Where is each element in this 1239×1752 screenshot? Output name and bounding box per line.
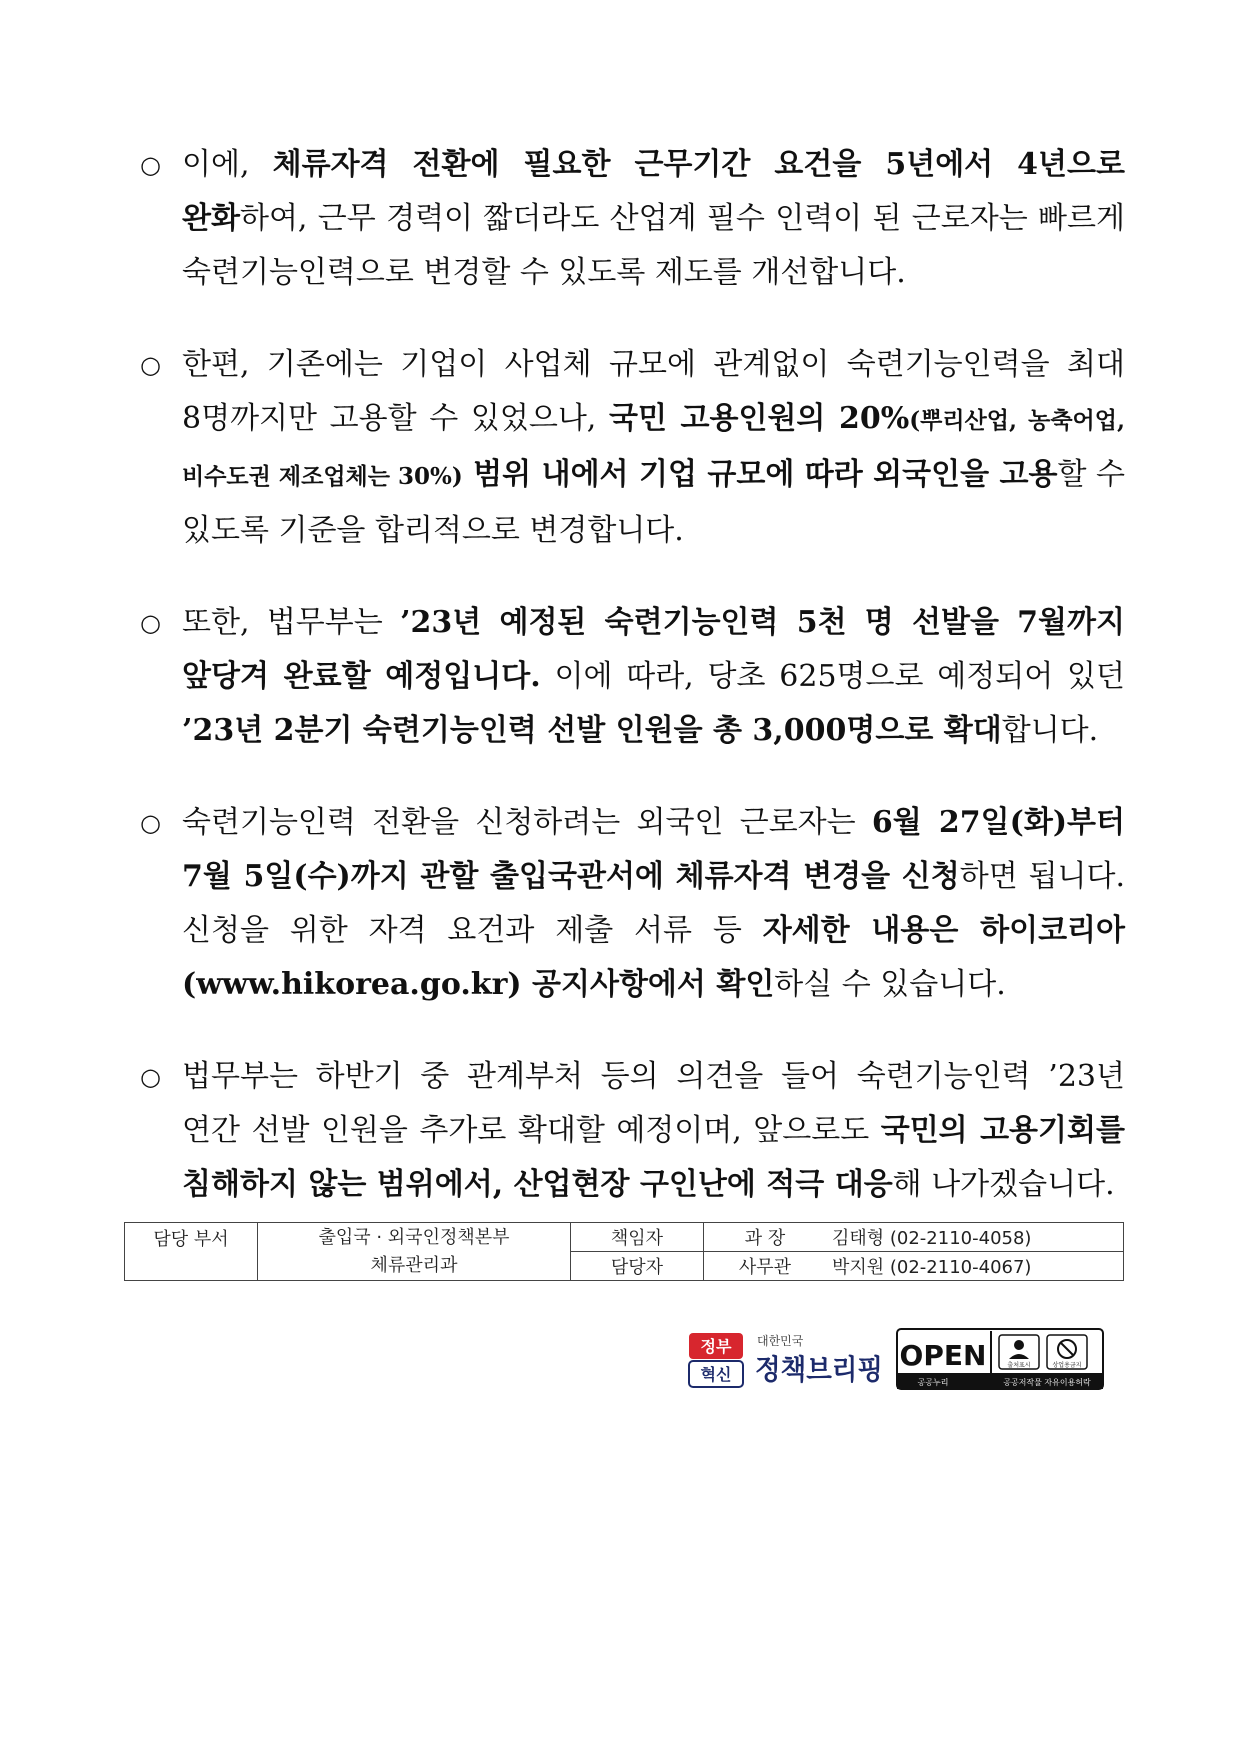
position: 사무관: [704, 1252, 827, 1281]
svg-text:정책브리핑: 정책브리핑: [755, 1353, 883, 1386]
svg-text:혁신: 혁신: [700, 1365, 732, 1384]
body-text: 이에 따라, 당초 625명으로 예정되어 있던: [540, 659, 1125, 694]
bullet-marker: ○: [140, 609, 161, 637]
open-license-badge: [897, 1329, 1103, 1389]
body-text: 또한, 법무부는: [182, 605, 401, 640]
paragraph-5: [140, 1050, 1125, 1212]
body-text: 하면 됩니다. 신청을 위한 자격 요건과 제출 서류 등: [182, 859, 1125, 948]
body-text: 하실 수 있습니다.: [774, 967, 1006, 1002]
person-contact: 박지원 (02-2110-4067): [826, 1252, 1124, 1281]
bullet-marker: ○: [140, 1063, 161, 1091]
department: [258, 1223, 571, 1281]
body-text: 해 나가겠습니다.: [892, 1167, 1115, 1202]
bullet-marker: ○: [140, 351, 161, 379]
emphasis-text: 체류자격 전환에 필요한 근무기간 요건을 5년에서 4년으로 완화: [182, 147, 1125, 236]
svg-text:공공저작물 자유이용허락: 공공저작물 자유이용허락: [1003, 1378, 1091, 1387]
emphasis-text: 국민의 고용기회를 침해하지 않는 범위에서, 산업현장 구인난에 적극 대응: [182, 1113, 1125, 1202]
svg-text:OPEN: OPEN: [899, 1339, 987, 1372]
person-contact: 김태형 (02-2110-4058): [826, 1223, 1124, 1252]
svg-text:공공누리: 공공누리: [917, 1378, 949, 1387]
svg-text:출처표시: 출처표시: [1007, 1362, 1031, 1369]
svg-text:상업용금지: 상업용금지: [1052, 1362, 1082, 1369]
paragraph-3: [140, 596, 1125, 758]
document-body: [140, 138, 1125, 1250]
bullet-marker: ○: [140, 151, 161, 179]
emphasis-text: (뿌리산업, 농축어업, 비수도권 제조업체는 30%): [182, 407, 1125, 490]
bullet-marker: ○: [140, 809, 161, 837]
dept-label: 담당 부서: [125, 1223, 258, 1281]
emphasis-text: 6월 27일(화)부터 7월 5일(수)까지 관할 출입국관서에 체류자격 변경을 신청: [182, 805, 1125, 894]
government-innovation-logo: [689, 1333, 743, 1387]
body-text: 숙련기능인력 전환을 신청하려는 외국인 근로자는: [182, 805, 872, 840]
emphasis-text: 범위 내에서 기업 규모에 따라 외국인을 고용: [462, 457, 1058, 492]
paragraph-2: [140, 338, 1125, 558]
role-label: 담당자: [571, 1252, 704, 1281]
body-text: 할 수 있도록 기준을 합리적으로 변경합니다.: [182, 457, 1125, 548]
paragraph-4: [140, 796, 1125, 1012]
footer-logos: [687, 1327, 1107, 1397]
emphasis-text: 국민 고용인원의 20%: [608, 401, 910, 436]
svg-text:대한민국: 대한민국: [757, 1334, 804, 1348]
paragraph-1: [140, 138, 1125, 300]
body-text: 합니다.: [1001, 713, 1099, 748]
svg-text:정부: 정부: [700, 1337, 732, 1356]
contact-table: [124, 1222, 1124, 1281]
emphasis-text: 자세한 내용은 하이코리아(www.hikorea.go.kr) 공지사항에서 확인: [182, 913, 1126, 1002]
body-text: 법무부는 하반기 중 관계부처 등의 의견을 들어 숙련기능인력 ’23년 연간 선발 인원을 추가로 확대할 예정이며, 앞으로도: [182, 1059, 1125, 1148]
emphasis-text: ’23년 예정된 숙련기능인력 5천 명 선발을 7월까지 앞당겨 완료할 예정입니다.: [182, 605, 1125, 694]
body-text: 하여, 근무 경력이 짧더라도 산업계 필수 인력이 된 근로자는 빠르게 숙련기능인력으로 변경할 수 있도록 제도를 개선합니다.: [182, 201, 1125, 290]
role-label: 책임자: [571, 1223, 704, 1252]
body-text: 이에,: [182, 147, 273, 182]
department-line-2: 체류관리과: [370, 1254, 458, 1276]
policy-briefing-logo: [755, 1333, 883, 1386]
position: 과 장: [704, 1223, 827, 1252]
body-text: 한편, 기존에는 기업이 사업체 규모에 관계없이 숙련기능인력을 최대 8명까지만 고용할 수 있었으나,: [182, 347, 1125, 436]
emphasis-text: ’23년 2분기 숙련기능인력 선발 인원을 총 3,000명으로 확대: [182, 713, 1002, 748]
department-line-1: 출입국 · 외국인정책본부: [318, 1226, 510, 1248]
